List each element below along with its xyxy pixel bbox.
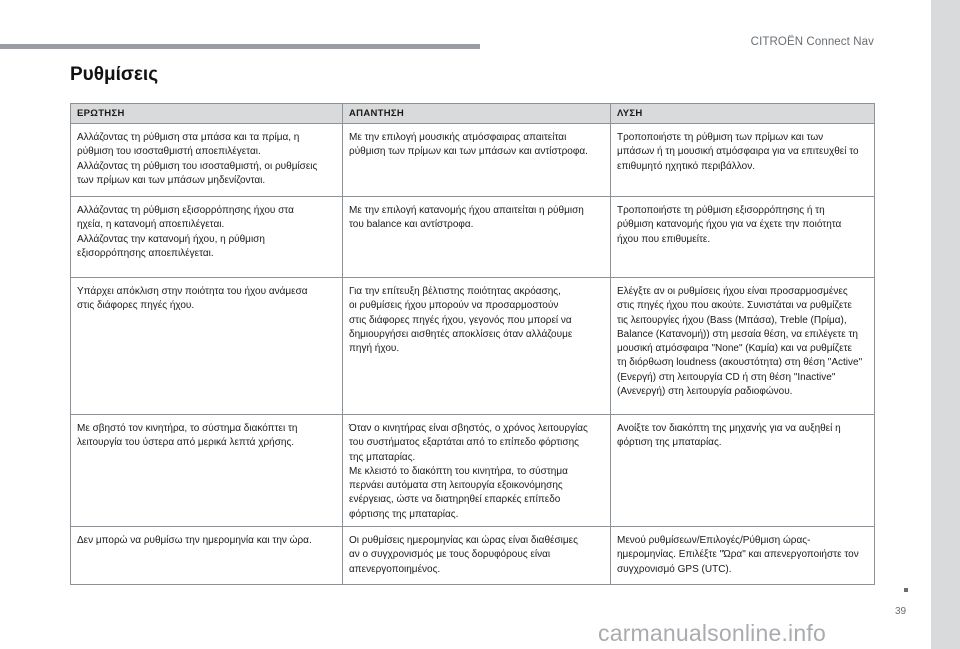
question-cell: Με σβηστό τον κινητήρα, το σύστημα διακόπτει τη λειτουργία του ύστερα από μερικά λεπτά χρήσης. xyxy=(71,415,343,527)
solution-cell: Ελέγξτε αν οι ρυθμίσεις ήχου είναι προσαρμοσμένες στις πηγές ήχου που ακούτε. Συνιστάται να ρυθμίζετε τις λειτουργίες ήχου (Bass (Μπάσα), Treble (Πρίμα), Balance (Κατανομή)) στη μεσαία θέση, να επιλέγετε τη μουσική ατμόσφαιρα "None" (Καμία) και να ρυθμίζετε τη διόρθωση loudness (ακουστότητα) στη θέση "Active" (Ενεργή) στη λειτουργία CD ή στη θέση "Inactive" (Ανενεργή) στη λειτουργία ραδιοφώνου. xyxy=(611,278,875,415)
question-cell: Αλλάζοντας τη ρύθμιση εξισορρόπησης ήχου στα ηχεία, η κατανομή αποεπιλέγεται. Αλλάζοντας την κατανομή ήχου, η ρύθμιση εξισορρόπησης αποεπιλέγεται. xyxy=(71,197,343,278)
page-title: Ρυθμίσεις xyxy=(70,64,159,85)
solution-cell: Ανοίξτε τον διακόπτη της μηχανής για να αυξηθεί η φόρτιση της μπαταρίας. xyxy=(611,415,875,527)
table-row xyxy=(71,278,875,415)
question-cell: Υπάρχει απόκλιση στην ποιότητα του ήχου ανάμεσα στις διάφορες πηγές ήχου. xyxy=(71,278,343,415)
column-header-answer: ΑΠΑΝΤΗΣΗ xyxy=(343,104,611,124)
table-row xyxy=(71,527,875,585)
question-cell: Αλλάζοντας τη ρύθμιση στα μπάσα και τα πρίμα, η ρύθμιση του ισοσταθμιστή αποεπιλέγεται. Αλλάζοντας τη ρύθμιση του ισοσταθμιστή, οι ρυθμίσεις των πρίμων και των μπάσων μηδενίζονται. xyxy=(71,124,343,197)
header-brand: CITROËN Connect Nav xyxy=(750,36,874,48)
column-header-question: ΕΡΩΤΗΣΗ xyxy=(71,104,343,124)
answer-cell: Για την επίτευξη βέλτιστης ποιότητας ακρόασης, οι ρυθμίσεις ήχου μπορούν να προσαρμοστούν στις διάφορες πηγές ήχου, γεγονός που μπορεί να δημιουργήσει αισθητές αποκλίσεις όταν αλλάζουμε πηγή ήχου. xyxy=(343,278,611,415)
answer-cell: Όταν ο κινητήρας είναι σβηστός, ο χρόνος λειτουργίας του συστήματος εξαρτάται από το επίπεδο φόρτισης της μπαταρίας. Με κλειστό το διακόπτη του κινητήρα, το σύστημα περνάει αυτόματα στη λειτουργία εξοικονόμησης ενέργειας, ώστε να διατηρηθεί επαρκές επίπεδο φόρτισης της μπαταρίας. xyxy=(343,415,611,527)
watermark: carmanualsonline.info xyxy=(598,620,826,646)
page-marker xyxy=(904,588,908,592)
column-header-solution: ΛΥΣΗ xyxy=(611,104,875,124)
answer-cell: Οι ρυθμίσεις ημερομηνίας και ώρας είναι διαθέσιμες αν ο συγχρονισμός με τους δορυφόρους είναι απενεργοποιημένος. xyxy=(343,527,611,585)
side-margin-bar xyxy=(931,0,960,649)
solution-cell: Μενού ρυθμίσεων/Επιλογές/Ρύθμιση ώρας- ημερομηνίας. Επιλέξτε "Ώρα" και απενεργοποιήστε τον συγχρονισμό GPS (UTC). xyxy=(611,527,875,585)
page-number: 39 xyxy=(895,606,907,617)
troubleshooting-table xyxy=(70,103,875,585)
solution-cell: Τροποποιήστε τη ρύθμιση εξισορρόπησης ή τη ρύθμιση κατανομής ήχου για να έχετε την ποιότητα ήχου που επιθυμείτε. xyxy=(611,197,875,278)
table-header-row xyxy=(71,104,875,124)
answer-cell: Με την επιλογή κατανομής ήχου απαιτείται η ρύθμιση του balance και αντίστροφα. xyxy=(343,197,611,278)
table-row xyxy=(71,415,875,527)
answer-cell: Με την επιλογή μουσικής ατμόσφαιρας απαιτείται ρύθμιση των πρίμων και των μπάσων και αντίστροφα. xyxy=(343,124,611,197)
table-row xyxy=(71,197,875,278)
table-row xyxy=(71,124,875,197)
question-cell: Δεν μπορώ να ρυθμίσω την ημερομηνία και την ώρα. xyxy=(71,527,343,585)
header-rule xyxy=(0,44,480,49)
solution-cell: Τροποποιήστε τη ρύθμιση των πρίμων και των μπάσων ή τη μουσική ατμόσφαιρα για να επιτευχθεί το επιθυμητό ηχητικό περιβάλλον. xyxy=(611,124,875,197)
